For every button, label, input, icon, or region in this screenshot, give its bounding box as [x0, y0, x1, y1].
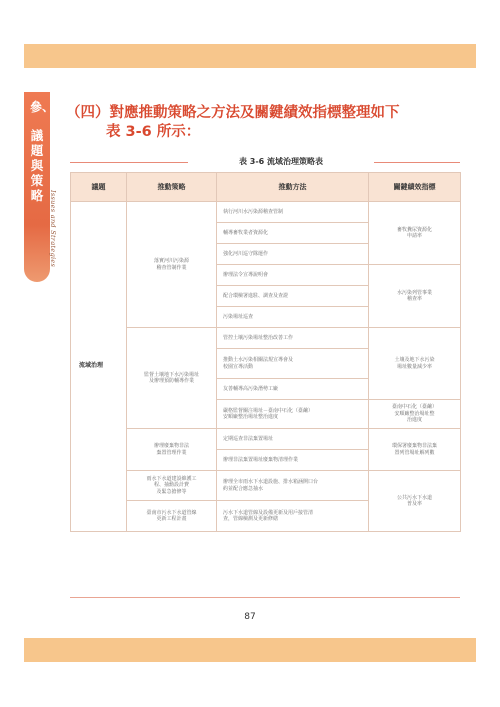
table-caption: 表 3-6 流域治理策略表	[238, 157, 324, 166]
header-method: 推動方法	[217, 173, 369, 202]
table-row	[71, 429, 461, 450]
kpi-cell: 環保署廢棄物非法棄 置列管場址解列數	[369, 429, 461, 471]
side-chapter-title: 議題與策略	[30, 128, 44, 203]
kpi-cell: 畜牧糞尿資源化 申請率	[369, 202, 461, 265]
method-cell: 管控土壤污染場址整治改善工作	[217, 328, 369, 349]
strategy-cell: 監督土壤地下水污染場址 及辦理預防輔導作業	[127, 328, 217, 429]
method-cell: 配合環檢署進駐、調查及查證	[217, 286, 369, 307]
kpi-cell: 公共污水下水道 普及率	[369, 471, 461, 532]
table-header-row	[71, 173, 461, 202]
kpi-cell: 臺南中石化（臺鹼） 安順廠整治場址整 治進度	[369, 400, 461, 429]
method-cell: 友善輔導高污染潛勢工廠	[217, 379, 369, 400]
header-kpi: 關鍵績效指標	[369, 173, 461, 202]
caption-rule-left	[70, 162, 188, 163]
method-cell: 強化河川巡守隊運作	[217, 244, 369, 265]
strategy-cell: 雨水下水道建設維護工 程、抽勳設計費 及緊急搶修等	[127, 471, 217, 501]
header-strategy: 推動策略	[127, 173, 217, 202]
method-cell: 推動土水污染相關法規宣導會及 校園宣導活動	[217, 349, 369, 379]
section-heading-line2: 表 3-6 所示：	[106, 124, 201, 140]
method-cell: 污水下水道管線及設備更新及用戶接管清 查，管線檢測及更新修繕	[217, 501, 369, 532]
header-issue: 議題	[71, 173, 127, 202]
method-cell: 嚴格監督關注場址－臺南中石化（臺鹼） 安順廠整治場址整治進度	[217, 400, 369, 429]
strategy-cell: 落實河川污染源 稽查管制作業	[127, 202, 217, 328]
strategy-cell: 臺南市污水下水道管線 更新工程計畫	[127, 501, 217, 532]
page-number: 87	[244, 612, 256, 622]
bottom-decorative-band	[24, 638, 476, 662]
side-chapter-label: 參、	[30, 100, 55, 114]
table-caption-row	[70, 155, 460, 169]
method-cell: 執行河川水污染源稽查管制	[217, 202, 369, 223]
table-row	[71, 202, 461, 223]
method-cell: 輔導畜牧業者資源化	[217, 223, 369, 244]
section-heading-line1: （四）對應推動策略之方法及關鍵績效指標整理如下	[66, 105, 400, 121]
issue-cell: 流域治理	[71, 202, 127, 532]
kpi-cell: 水污染列管事業 稽查率	[369, 265, 461, 328]
method-cell: 定期巡查非法棄置場址	[217, 429, 369, 450]
footer-rule	[70, 597, 460, 598]
method-cell: 污染場址巡查	[217, 307, 369, 328]
method-cell: 辦理非法棄置場址廢棄物清理作業	[217, 450, 369, 471]
caption-rule-right	[374, 162, 460, 163]
table-row	[71, 471, 461, 501]
kpi-cell: 土壤及地下水污染 場址數量減少率	[369, 328, 461, 400]
table-row	[71, 328, 461, 349]
strategy-cell: 辦理廢棄物非法 棄置管理作業	[127, 429, 217, 471]
section-heading	[66, 104, 426, 142]
side-english-title: Issues and Strategies	[49, 190, 57, 268]
method-cell: 辦理法令宣導說明會	[217, 265, 369, 286]
top-decorative-band	[24, 44, 476, 68]
method-cell: 辦理全市雨水下水道設施、排水箱涵開口台 約並配合應急抽水	[217, 471, 369, 501]
policy-table	[70, 172, 461, 532]
